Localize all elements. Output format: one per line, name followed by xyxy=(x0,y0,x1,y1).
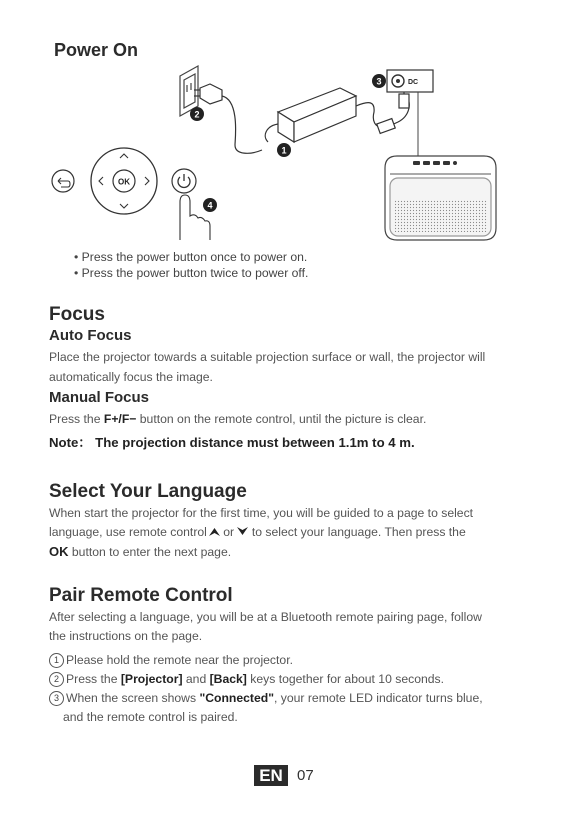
step-number-2: 2 xyxy=(49,672,64,687)
language-badge: EN xyxy=(254,765,288,786)
manual-focus-text: Press the F+/F− button on the remote control, until the picture is clear. xyxy=(49,412,427,426)
svg-text:4: 4 xyxy=(207,200,213,211)
pair-step-3-cont: and the remote control is paired. xyxy=(63,710,238,724)
power-on-diagram xyxy=(40,50,510,250)
manual-focus-title: Manual Focus xyxy=(49,389,150,406)
language-text-2: language, use remote control or to select your language. Then press the xyxy=(49,525,466,539)
pair-step-1: 1 Please hold the remote near the projector. xyxy=(49,651,293,670)
auto-focus-title: Auto Focus xyxy=(49,327,132,344)
focus-note: Note： The projection distance must between 1.1m to 4 m. xyxy=(49,435,415,450)
language-text-3: OK button to enter the next page. xyxy=(49,544,232,559)
power-adapter-icon xyxy=(278,88,356,142)
svg-text:2: 2 xyxy=(194,109,200,120)
projector-grille xyxy=(395,200,487,232)
step-marker-4 xyxy=(203,198,217,212)
down-arrow-icon xyxy=(237,527,248,536)
language-title: Select Your Language xyxy=(49,481,247,502)
focus-title: Focus xyxy=(49,304,105,325)
step-number-3: 3 xyxy=(49,691,64,706)
language-text-1: When start the projector for the first time, you will be guided to a page to select xyxy=(49,506,474,520)
page-number: 07 xyxy=(297,767,314,784)
auto-focus-text-2: automatically focus the image. xyxy=(49,370,213,384)
auto-focus-text-1: Place the projector towards a suitable projection surface or wall, the projector will xyxy=(49,350,486,364)
power-bullet-2: • Press the power button twice to power off. xyxy=(74,266,309,280)
step-marker-3 xyxy=(372,74,386,88)
svg-text:1: 1 xyxy=(281,145,287,156)
step-marker-1 xyxy=(277,143,291,157)
step-marker-2 xyxy=(190,107,204,121)
ok-key-label: OK xyxy=(49,544,69,559)
pair-text-2: the instructions on the page. xyxy=(49,629,203,643)
step-number-1: 1 xyxy=(49,653,64,668)
pair-title: Pair Remote Control xyxy=(49,585,233,606)
svg-text:3: 3 xyxy=(376,76,382,87)
pair-step-2: 2 Press the [Projector] and [Back] keys together for about 10 seconds. xyxy=(49,670,444,689)
pair-step-3: 3 When the screen shows "Connected", your remote LED indicator turns blue, xyxy=(49,689,483,708)
power-on-title: Power On xyxy=(54,40,139,60)
up-arrow-icon xyxy=(209,527,220,536)
remote-power-button-icon xyxy=(172,169,196,193)
dc-label: DC xyxy=(408,79,419,86)
remote-ok-label: OK xyxy=(118,177,130,187)
pair-text-1: After selecting a language, you will be at a Bluetooth remote pairing page, follow xyxy=(49,610,482,624)
power-bullet-1: • Press the power button once to power on. xyxy=(74,250,308,264)
remote-back-button-icon xyxy=(52,170,74,192)
